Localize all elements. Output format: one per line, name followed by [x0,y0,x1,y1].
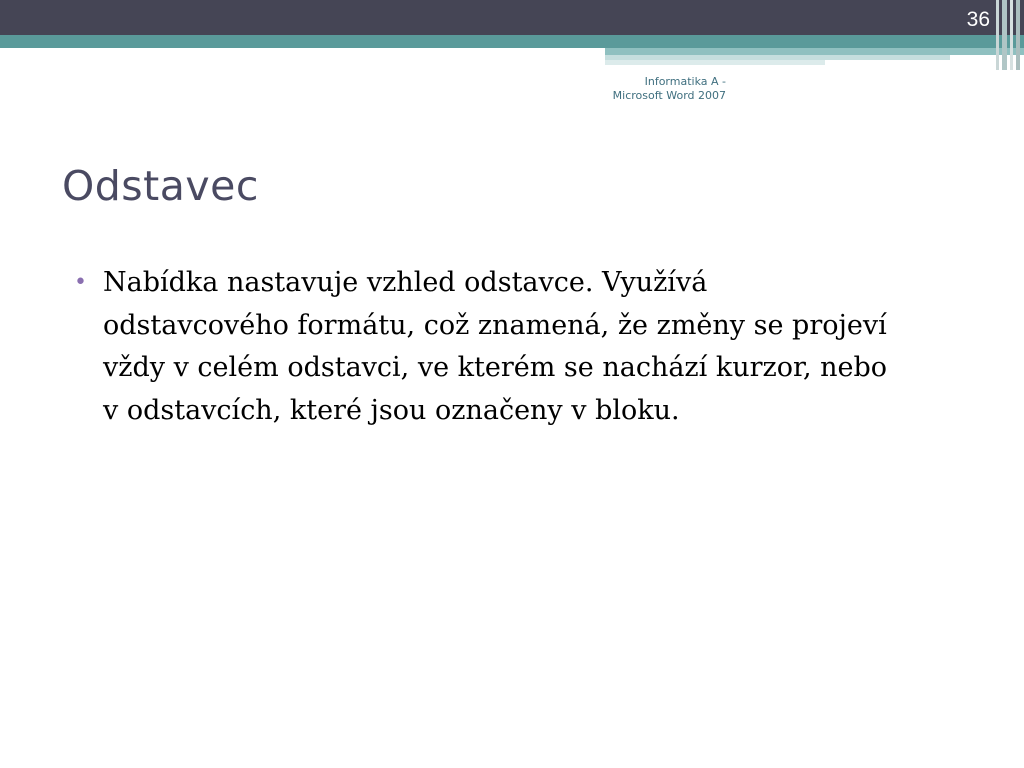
bullet-line: Nabídka nastavuje vzhled odstavce. Využívá [103,267,708,298]
header-note-line-2: Microsoft Word 2007 [612,89,726,102]
bullet-line: odstavcového formátu, což znamená, že změny se projeví [103,309,887,341]
accent-stripe-2 [605,48,1024,55]
bullet-text [103,262,974,432]
slide-content [74,262,974,432]
accent-stripe [0,35,1024,48]
bullet-line: v odstavcích, které jsou označeny v bloku. [103,394,680,426]
bullet-item [74,262,974,432]
bullet-marker: • [74,270,87,295]
slide-number: 36 [966,8,990,31]
header-note [600,75,726,103]
accent-stripe-4 [605,60,825,65]
bullet-line: vždy v celém odstavci, ve kterém se nachází kurzor, nebo [103,352,888,383]
slide-title: Odstavec [62,162,259,210]
accent-stripe-5 [825,60,950,64]
decorative-vertical-bars [992,0,1024,70]
top-bar [0,0,1024,35]
header-note-line-1: Informatika A - [644,75,726,88]
